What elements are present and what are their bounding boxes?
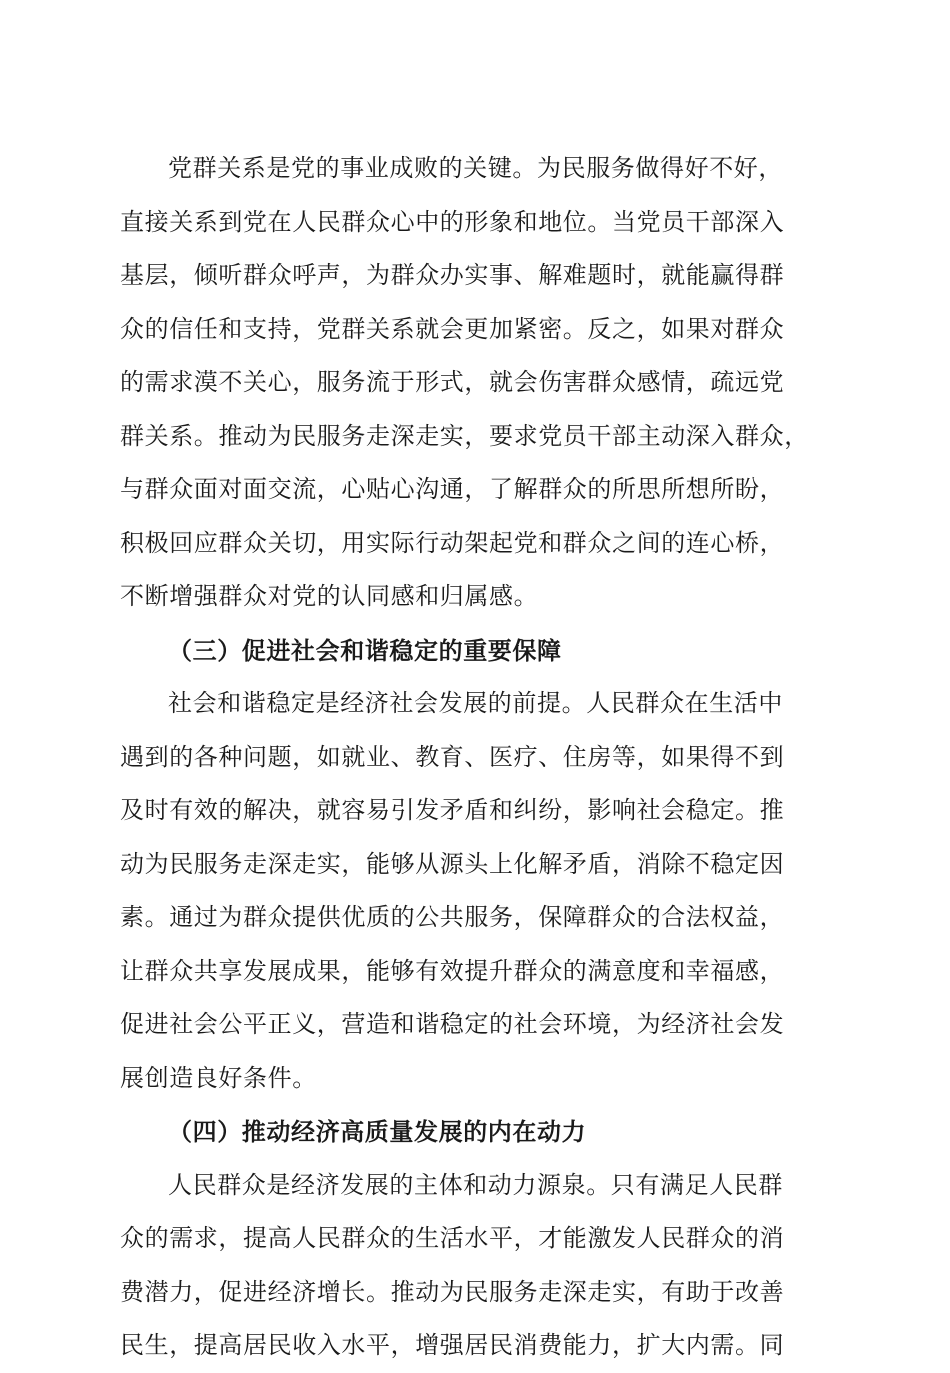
paragraph-line: 众的信任和支持，党群关系就会更加紧密。反之，如果对群众 bbox=[120, 314, 785, 343]
paragraph-line: 让群众共享发展成果，能够有效提升群众的满意度和幸福感， bbox=[120, 956, 785, 985]
paragraph-line: 基层，倾听群众呼声，为群众办实事、解难题时，就能赢得群 bbox=[120, 261, 785, 289]
paragraph-line: 党群关系是党的事业成败的关键。为民服务做得好不好， bbox=[168, 154, 783, 182]
paragraph-line: 直接关系到党在人民群众心中的形象和地位。当党员干部深入 bbox=[120, 207, 785, 236]
paragraph-line: 费潜力，促进经济增长。推动为民服务走深走实，有助于改善 bbox=[120, 1277, 785, 1306]
paragraph-line: 动为民服务走深走实，能够从源头上化解矛盾，消除不稳定因 bbox=[120, 849, 785, 878]
paragraph-line: 素。通过为群众提供优质的公共服务，保障群众的合法权益， bbox=[120, 903, 785, 931]
paragraph-line: 积极回应群众关切，用实际行动架起党和群众之间的连心桥， bbox=[120, 528, 785, 557]
section-heading-4: （四）推动经济高质量发展的内在动力 bbox=[168, 1117, 587, 1146]
paragraph-line: 遇到的各种问题，如就业、教育、医疗、住房等，如果得不到 bbox=[120, 742, 785, 771]
paragraph-line: 不断增强群众对党的认同感和归属感。 bbox=[120, 582, 539, 610]
paragraph-line: 社会和谐稳定是经济社会发展的前提。人民群众在生活中 bbox=[168, 689, 783, 717]
section-heading-3: （三）促进社会和谐稳定的重要保障 bbox=[168, 635, 562, 665]
paragraph-line: 众的需求，提高人民群众的生活水平，才能激发人民群众的消 bbox=[120, 1224, 785, 1252]
paragraph-line: 展创造良好条件。 bbox=[120, 1063, 317, 1092]
paragraph-line: 促进社会公平正义，营造和谐稳定的社会环境，为经济社会发 bbox=[120, 1010, 785, 1038]
paragraph-line: 群关系。推动为民服务走深走实，要求党员干部主动深入群众， bbox=[120, 421, 809, 450]
document-body bbox=[120, 142, 830, 1373]
paragraph-line: 及时有效的解决，就容易引发矛盾和纠纷，影响社会稳定。推 bbox=[120, 796, 785, 824]
paragraph-line: 与群众面对面交流，心贴心沟通，了解群众的所思所想所盼， bbox=[120, 475, 785, 503]
paragraph-line: 的需求漠不关心，服务流于形式，就会伤害群众感情，疏远党 bbox=[120, 368, 785, 396]
paragraph-line: 民生，提高居民收入水平，增强居民消费能力，扩大内需。同 bbox=[120, 1331, 785, 1359]
paragraph-line: 人民群众是经济发展的主体和动力源泉。只有满足人民群 bbox=[168, 1170, 783, 1199]
